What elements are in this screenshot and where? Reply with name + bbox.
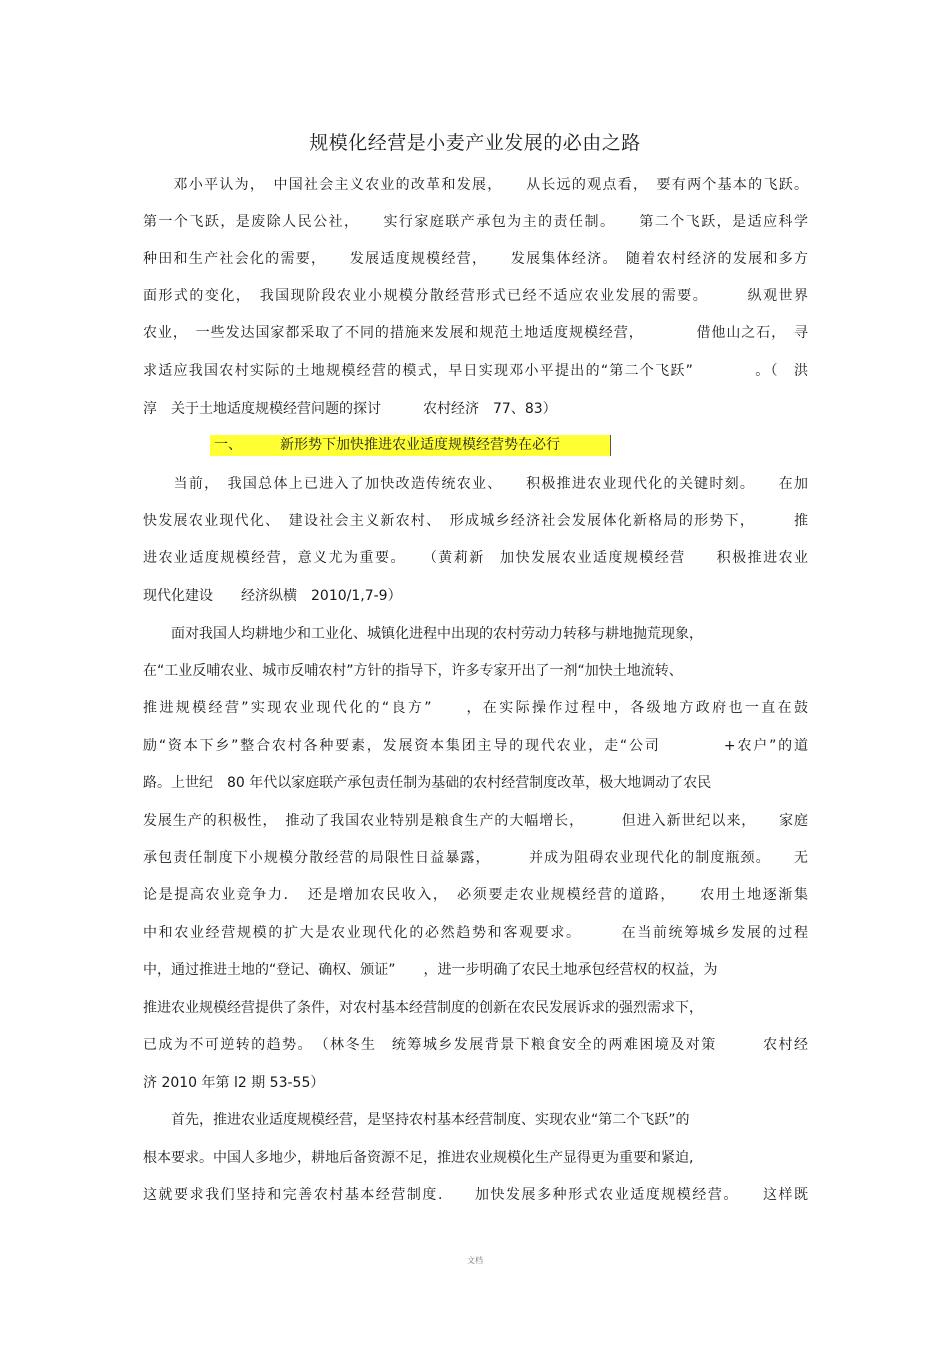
section-heading bbox=[210, 435, 611, 456]
section-heading-number: 一、 bbox=[214, 437, 242, 453]
section-heading-text: 新形势下加快推进农业适度规模经营势在必行 bbox=[280, 437, 560, 453]
paragraph-line: 推进规模经营”实现农业现代化的“良方” ，在实际操作过程中，各级地方政府也一直在鼓 bbox=[143, 700, 808, 716]
paragraph-line: 路。上世纪 80 年代以家庭联产承包责任制为基础的农村经营制度改革，极大地调动了农民 bbox=[143, 775, 712, 791]
paragraph-line: 根本要求。中国人多地少，耕地后备资源不足，推进农业规模化生产显得更为重要和紧迫, bbox=[143, 1150, 694, 1166]
paragraph-line: 求适应我国农村实际的土地规模经营的模式，早日实现邓小平提出的“第二个飞跃” 。（ 洪 bbox=[143, 363, 808, 379]
paragraph-line: 这就要求我们坚持和完善农村基本经营制度. 加快发展多种形式农业适度规模经营。 这样既 bbox=[143, 1187, 808, 1203]
paragraph-line: 进农业适度规模经营，意义尤为重要。 （黄莉新 加快发展农业适度规模经营 积极推进农业 bbox=[143, 550, 808, 566]
paragraph-line: 已成为不可逆转的趋势。 （林冬生 统筹城乡发展背景下粮食安全的两难困境及对策 农村经 bbox=[143, 1037, 808, 1053]
paragraph-line: 邓小平认为， 中国社会主义农业的改革和发展， 从长远的观点看， 要有两个基本的飞跃。 bbox=[143, 177, 808, 193]
paragraph-line: 中，通过推进土地的“登记、确权、颁证” ，进一步明确了农民土地承包经营权的权益，为 bbox=[143, 962, 718, 978]
paragraph-line: 在“工业反哺农业、城市反哺农村”方针的指导下，许多专家开出了一剂“加快土地流转、 bbox=[143, 663, 683, 679]
paragraph-line: 种田和生产社会化的需要， 发展适度规模经营， 发展集体经济。 随着农村经济的发展和多方 bbox=[143, 251, 808, 267]
paragraph-line: 推进农业规模经营提供了条件，对农村基本经营制度的创新在农民发展诉求的强烈需求下， bbox=[143, 1000, 703, 1016]
page-footer: 文档 bbox=[467, 1256, 483, 1265]
paragraph-line: 发展生产的积极性， 推动了我国农业特别是粮食生产的大幅增长， 但进入新世纪以来， 家庭 bbox=[143, 813, 808, 829]
paragraph-line: 承包责任制度下小规模分散经营的局限性日益暴露， 并成为阻碍农业现代化的制度瓶颈。 无 bbox=[143, 850, 808, 866]
paragraph-line: 现代化建设 经济纵横 2010/1,7-9） bbox=[143, 588, 402, 604]
paragraph-line: 淳 关于土地适度规模经营问题的探讨 农村经济 77、83） bbox=[143, 401, 557, 417]
paragraph-line: 面形式的变化， 我国现阶段农业小规模分散经营形式已经不适应农业发展的需要。 纵观世界 bbox=[143, 288, 808, 304]
paragraph-line: 面对我国人均耕地少和工业化、城镇化进程中出现的农村劳动力转移与耕地抛荒现象， bbox=[143, 626, 703, 642]
document-title: 规模化经营是小麦产业发展的必由之路 bbox=[309, 132, 641, 154]
paragraph-line: 论是提高农业竞争力． 还是增加农民收入， 必须要走农业规模经营的道路， 农用土地逐渐集 bbox=[143, 887, 808, 903]
paragraph-line: 首先，推进农业适度规模经营，是坚持农村基本经营制度、实现农业“第二个飞跃”的 bbox=[143, 1112, 690, 1128]
paragraph-line: 中和农业经营规模的扩大是农业现代化的必然趋势和客观要求。 在当前统筹城乡发展的过程 bbox=[143, 925, 808, 941]
paragraph-line: 济 2010 年第 l2 期 53-55） bbox=[143, 1075, 325, 1091]
paragraph-line: 快发展农业现代化、 建设社会主义新农村、 形成城乡经济社会发展体化新格局的形势下， 推 bbox=[143, 513, 808, 529]
paragraph-line: 农业， 一些发达国家都采取了不同的措施来发展和规范土地适度规模经营， 借他山之石， 寻 bbox=[143, 325, 808, 341]
paragraph-line: 励“资本下乡”整合农村各种要素，发展资本集团主导的现代农业，走“公司 +农户”的道 bbox=[143, 738, 808, 754]
paragraph-line: 第一个飞跃，是废除人民公社， 实行家庭联产承包为主的责任制。 第二个飞跃，是适应科学 bbox=[143, 214, 808, 230]
paragraph-line: 当前， 我国总体上已进入了加快改造传统农业、 积极推进农业现代化的关键时刻。 在加 bbox=[143, 476, 808, 492]
